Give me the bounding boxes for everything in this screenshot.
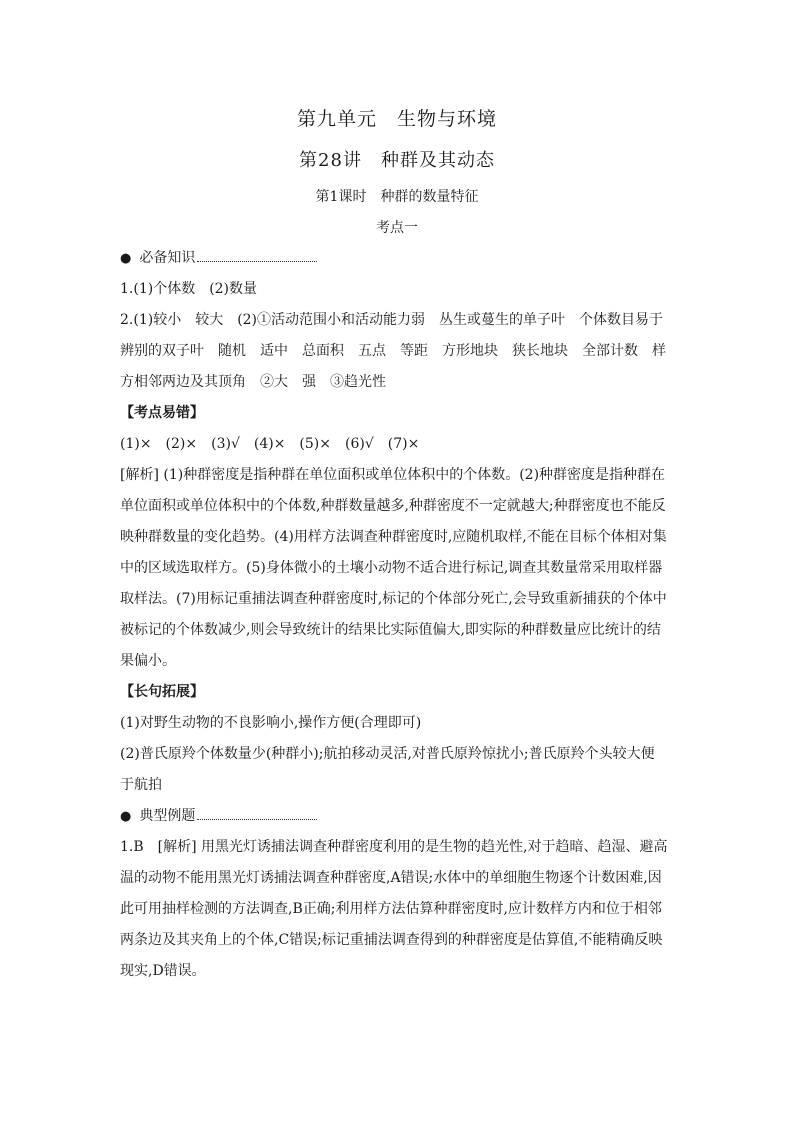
answer-line: 方相邻两边及其顶角 ②大 强 ③趋光性 (120, 374, 386, 390)
unit-title: 第九单元 生物与环境 (296, 108, 497, 130)
lecture-title: 第28讲 种群及其动态 (299, 150, 495, 171)
analysis-line: [解析] (1)种群密度是指种群在单位面积或单位体积中的个体数。(2)种群密度是指种群在 (120, 467, 666, 483)
extension-line: (1)对野生动物的不良影响小,操作方便(合理即可) (120, 715, 422, 731)
answer-line: 辨别的双子叶 随机 适中 总面积 五点 等距 方形地块 狭长地块 全部计数 样 (120, 343, 666, 359)
kaodian-title: 考点一 (376, 220, 418, 236)
analysis-line: 取样法。(7)用标记重捕法调查种群密度时,标记的个体部分死亡,会导致重新捕获的个体中 (120, 591, 667, 607)
bullet-dot-icon: ● (120, 251, 132, 266)
answer-line: 2.(1)较小 较大 (2)①活动范围小和活动能力弱 丛生或蔓生的单子叶 个体数目易于 (120, 312, 664, 328)
section-label: 典型例题 (139, 808, 196, 824)
analysis-line: 映种群数量的变化趋势。(4)用样方法调查种群密度时,应随机取样,不能在目标个体相对集 (120, 529, 667, 545)
section-typical (120, 801, 680, 832)
extension-heading: 【长句拓展】 (120, 684, 204, 700)
analysis-line: 单位面积或单位体积中的个体数,种群数量越多,种群密度不一定就越大;种群密度也不能反 (120, 498, 666, 514)
example-line: 现实,D错误。 (120, 963, 206, 979)
bullet-dot-icon: ● (120, 809, 132, 824)
analysis-line: 被标记的个体数减少,则会导致统计的结果比实际值偏大,即实际的种群数量应比统计的结 (120, 622, 661, 638)
extension-line: 于航拍 (120, 777, 162, 793)
analysis-line: 果偏小。 (120, 653, 176, 669)
error-marks: (1)× (2)× (3)√ (4)× (5)× (6)√ (7)× (120, 436, 420, 452)
section-label: 必备知识 (139, 250, 196, 266)
error-heading: 【考点易错】 (120, 405, 204, 421)
lesson-title: 第1课时 种群的数量特征 (315, 189, 479, 205)
section-must-know (120, 243, 680, 274)
example-line: 两条边及其夹角上的个体,C错误;标记重捕法调查得到的种群密度是估算值,不能精确反映 (120, 932, 663, 948)
example-line: 此可用抽样检测的方法调查,B正确;利用样方法估算种群密度时,应计数样方内和位于相邻 (120, 901, 662, 917)
example-line: 1.B [解析] 用黑光灯诱捕法调查种群密度利用的是生物的趋光性,对于趋暗、趋湿、避高 (120, 839, 668, 855)
answer-line: 1.(1)个体数 (2)数量 (120, 281, 258, 297)
answer-body (120, 243, 680, 987)
analysis-line: 中的区域选取样方。(5)身体微小的土壤小动物不适合进行标记,调查其数量常采用取样器 (120, 560, 663, 576)
extension-line: (2)普氏原羚个体数量少(种群小);航拍移动灵活,对普氏原羚惊扰小;普氏原羚个头较大便 (120, 746, 655, 762)
example-line: 温的动物不能用黑光灯诱捕法调查种群密度,A错误;水体中的单细胞生物逐个计数困难,因 (120, 870, 662, 886)
dotted-rule (197, 261, 317, 262)
dotted-rule (197, 819, 317, 820)
